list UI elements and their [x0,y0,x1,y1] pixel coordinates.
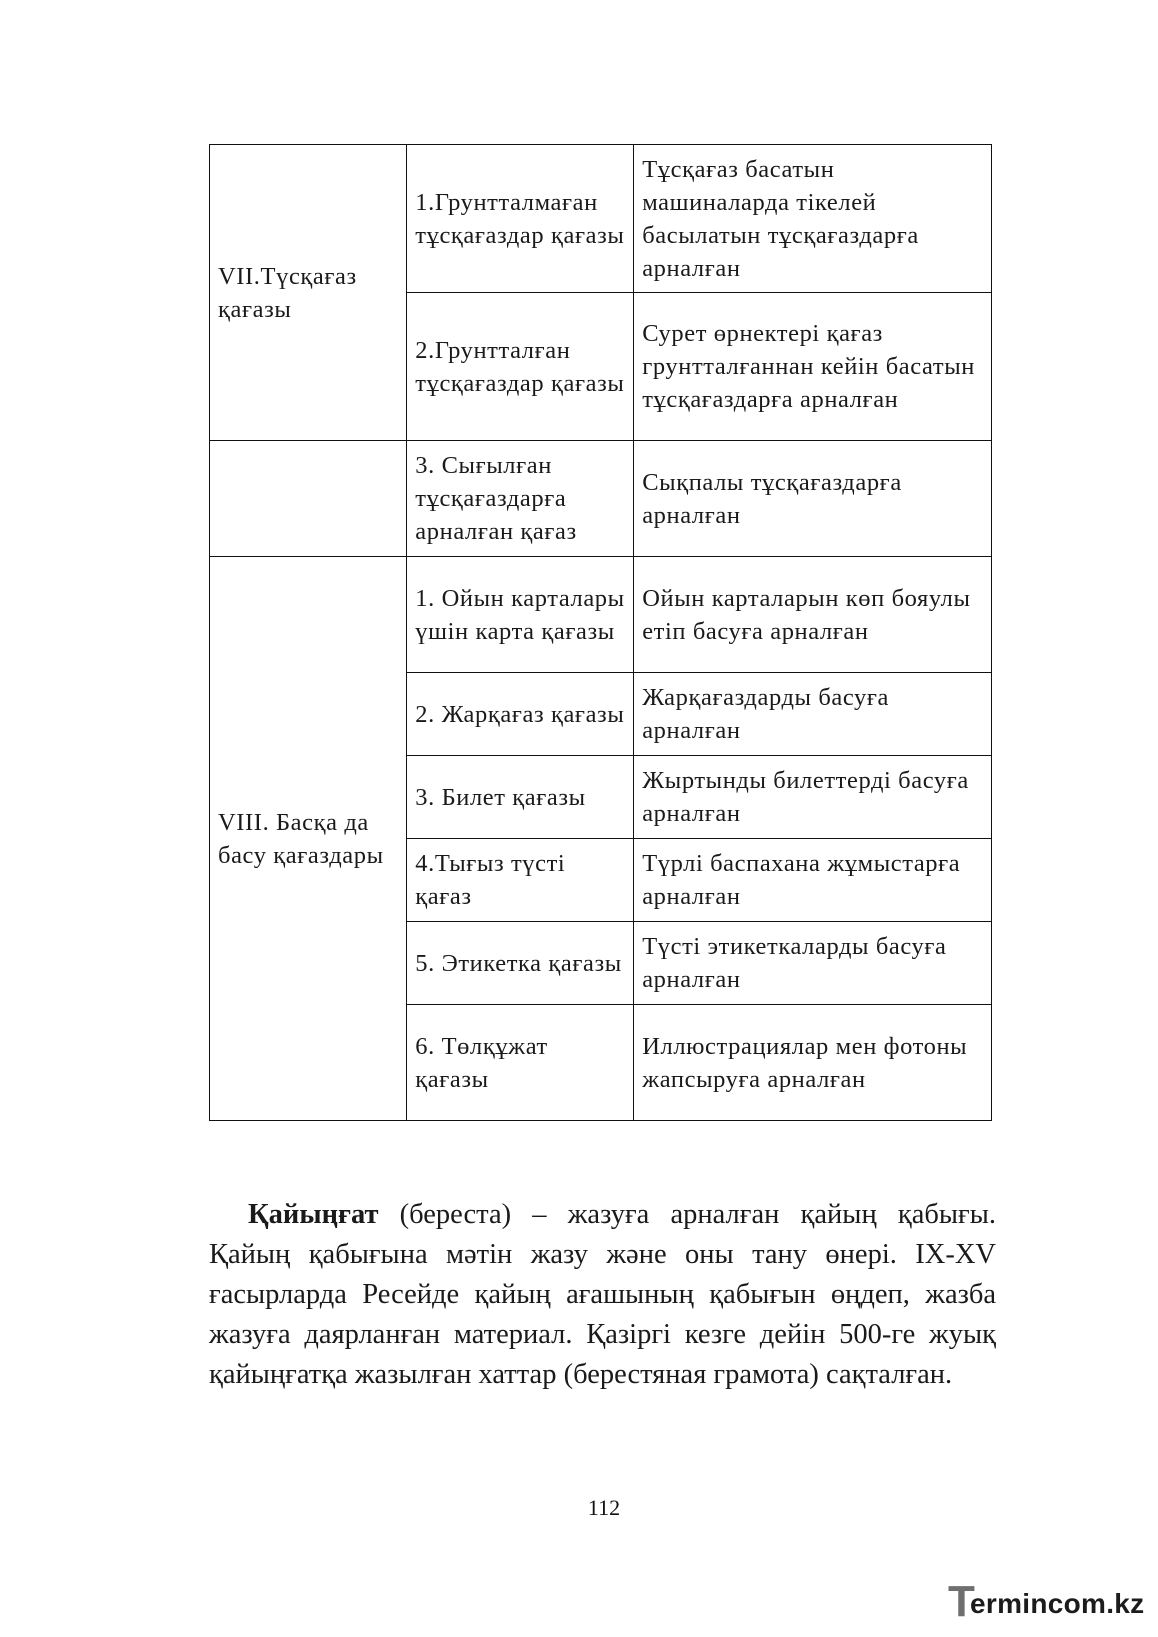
type-cell: 1. Ойын карталары үшін карта қағазы [407,557,634,673]
category-cell [210,441,407,557]
table-row [210,557,992,673]
purpose-cell: Жыртынды билеттерді басуға арналған [634,756,992,839]
type-cell: 2.Грунтталған тұсқағаздар қағазы [407,293,634,441]
table-row [210,441,992,557]
watermark-text: ermincom.kz [970,1588,1145,1619]
type-cell: 3. Сығылған тұсқағаздарға арналған қағаз [407,441,634,557]
type-cell: 5. Этикетка қағазы [407,922,634,1005]
type-cell: 3. Билет қағазы [407,756,634,839]
type-cell: 1.Грунтталмаған тұсқағаздар қағазы [407,145,634,293]
body-paragraph [209,1195,996,1395]
watermark-t-letter: T [948,1577,975,1626]
purpose-cell: Түрлі баспахана жұмыстарға арналған [634,839,992,922]
table-row [210,145,992,293]
category-cell: VIII. Басқа да басу қағаздары [210,557,407,1121]
purpose-cell: Жарқағаздарды басуға арналған [634,673,992,756]
paragraph-text: (береста) – жазуға арналған қайың қабығы. Қайың қабығына мәтін жазу және оны тану өнері. IX-XV ғасырларда Ресейде қайың ағашының қабығын өңдеп, жазба жазуға даярланған материал. Қазіргі кезге дейін 500-ге жуық қайыңғатқа жазылған хаттар (берестяная грамота) сақталған. [209,1199,996,1390]
purpose-cell: Иллюстрациялар мен фотоны жапсыруға арналған [634,1005,992,1121]
purpose-cell: Сықпалы тұсқағаздарға арналған [634,441,992,557]
type-cell: 6. Төлқұжат қағазы [407,1005,634,1121]
site-watermark [948,1577,1154,1630]
term-bold: Қайыңғат [248,1199,379,1230]
purpose-cell: Тұсқағаз басатын машиналарда тікелей басылатын тұсқағаздарға арналған [634,145,992,293]
category-cell: VII.Түсқағаз қағазы [210,145,407,441]
type-cell: 4.Тығыз түсті қағаз [407,839,634,922]
paper-types-table [209,144,992,1121]
page-number: 112 [587,1495,621,1520]
purpose-cell: Сурет өрнектері қағаз грунтталғаннан кейін басатын тұсқағаздарға арналған [634,293,992,441]
type-cell: 2. Жарқағаз қағазы [407,673,634,756]
purpose-cell: Түсті этикеткаларды басуға арналған [634,922,992,1005]
purpose-cell: Ойын карталарын көп бояулы етіп басуға арналған [634,557,992,673]
